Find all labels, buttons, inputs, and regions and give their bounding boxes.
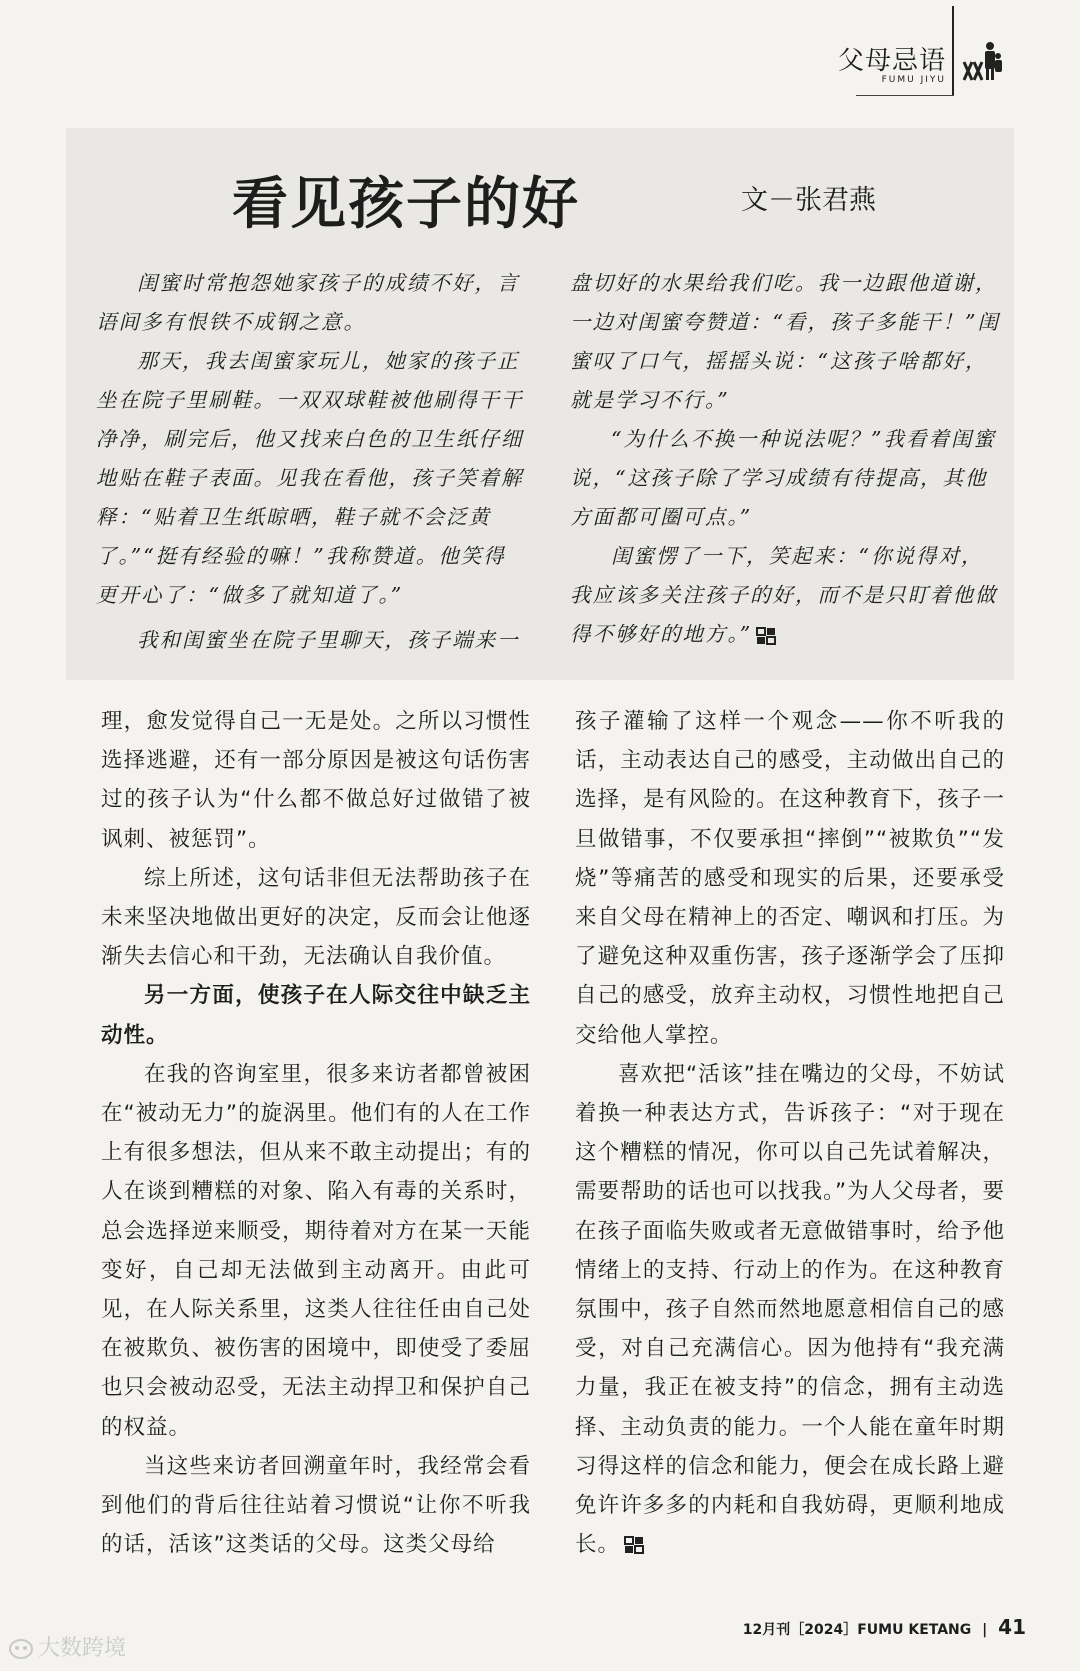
article-paragraph-continued: 孩子灌输了这样一个观念——你不听我的话，主动表达自己的感受，主动做出自己的选择，是有风险的。在这种教育下，孩子一旦做错事，不仅要承担“摔倒”“被欺负”“发烧”等痛苦的感受和现实的后果，还要承受来自父母在精神上的否定、嘲讽和打压。为了避免这种双重伤害，孩子逐渐学会了压抑自己的感受，放弃主动权，习惯性地把自己交给他人掌控。 (575, 709, 1005, 1048)
article-paragraph: 在我的咨询室里，很多来访者都曾被困在“被动无力”的旋涡里。他们有的人在工作上有很多想法，但从来不敢主动提出；有的人在谈到糟糕的对象、陷入有毒的关系时，总会选择逆来顺受，期待着对方在某一天能变好，自己却无法做到主动离开。由此可见，在人际关系里，这类人往往任由自己处在被欺负、被伤害的困境中，即使受了委屈也只会被动忍受，无法主动捍卫和保护自己的权益。 (101, 1061, 531, 1440)
story-paragraph: 那天，我去闺蜜家玩儿，她家的孩子正坐在院子里刷鞋。一双双球鞋被他刷得干干净净，刷完后，他又找来白色的卫生纸仔细地贴在鞋子表面。见我在看他，孩子笑着解释：“贴着卫生纸晾晒，鞋子就不会泛黄了。”“挺有经验的嘛！”我称赞道。他笑得更开心了：“做多了就知道了。” (96, 349, 524, 607)
watermark-text: 大数跨境 (38, 1636, 127, 1661)
story-paragraph-text: 闺蜜愣了一下，笑起来：“你说得对，我应该多关注孩子的好，而不是只盯着他做得不够好的地方。” (570, 544, 998, 646)
story-right-column (570, 264, 1000, 654)
end-mark-icon (756, 627, 776, 645)
column-tag (838, 40, 946, 85)
story-author: 文－张君燕 (741, 185, 876, 216)
article-paragraph: 综上所述，这句话非但无法帮助孩子在未来坚决地做出更好的决定，反而会让他逐渐失去信心和干劲，无法确认自我价值。 (101, 865, 531, 970)
column-name-pinyin: FUMU JIYU (881, 75, 946, 85)
column-name: 父母忌语 (837, 46, 946, 76)
article-paragraph: 当这些来访者回溯童年时，我经常会看到他们的背后往往站着习惯说“让你不听我的话，活该”这类话的父母。这类父母给 (101, 1453, 531, 1558)
article-right-column (575, 702, 1005, 1564)
issue-info: 12月刊［2024］FUMU KETANG (742, 1622, 972, 1638)
article-left-column (101, 702, 531, 1564)
story-paragraph (570, 537, 1000, 654)
story-paragraph: 我和闺蜜坐在院子里聊天，孩子端来一 (137, 628, 520, 652)
article-paragraph-continued: 理，愈发觉得自己一无是处。之所以习惯性选择逃避，还有一部分原因是被这句话伤害过的孩子认为“什么都不做总好过做错了被讽刺、被惩罚”。 (101, 709, 531, 852)
footer-separator: | (982, 1622, 988, 1638)
family-figures-icon (960, 40, 1004, 84)
story-title: 看见孩子的好 (232, 172, 580, 237)
article-paragraph (575, 1055, 1005, 1565)
page-footer (743, 1615, 1026, 1639)
logo-icon (8, 1638, 34, 1660)
article-paragraph-text: 喜欢把“活该”挂在嘴边的父母，不妨试着换一种表达方式，告诉孩子：“对于现在这个糟糕的情况，你可以自己先试着解决，需要帮助的话也可以找我。”为人父母者，要在孩子面临失败或者无意做错事时，给予他情绪上的支持、行动上的作为。在这种教育氛围中，孩子自然而然地愿意相信自己的感受，对自己充满信心。因为他持有“我充满力量，我正在被支持”的信念，拥有主动选择、主动负责的能力。一个人能在童年时期习得这样的信念和能力，便会在成长路上避免许许多多的内耗和自我妨碍，更顺利地成长。 (575, 1061, 1005, 1558)
header-divider (952, 6, 954, 96)
story-paragraph: “为什么不换一种说法呢？”我看着闺蜜说，“这孩子除了学习成绩有待提高，其他方面都可圈可点。” (570, 427, 996, 529)
page-number: 41 (998, 1615, 1026, 1639)
story-paragraph: 闺蜜时常抱怨她家孩子的成绩不好，言语间多有恨铁不成钢之意。 (96, 271, 520, 334)
end-mark-icon (624, 1536, 644, 1554)
watermark (8, 1631, 126, 1662)
story-paragraph-continued: 盘切好的水果给我们吃。我一边跟他道谢，一边对闺蜜夸赞道：“看，孩子多能干！”闺蜜叹了口气，摇摇头说：“这孩子啥都好，就是学习不行。” (570, 271, 1000, 412)
article-subheading: 另一方面，使孩子在人际交往中缺乏主动性。 (101, 983, 531, 1048)
header-underline (856, 95, 954, 96)
story-left-column (96, 264, 526, 660)
